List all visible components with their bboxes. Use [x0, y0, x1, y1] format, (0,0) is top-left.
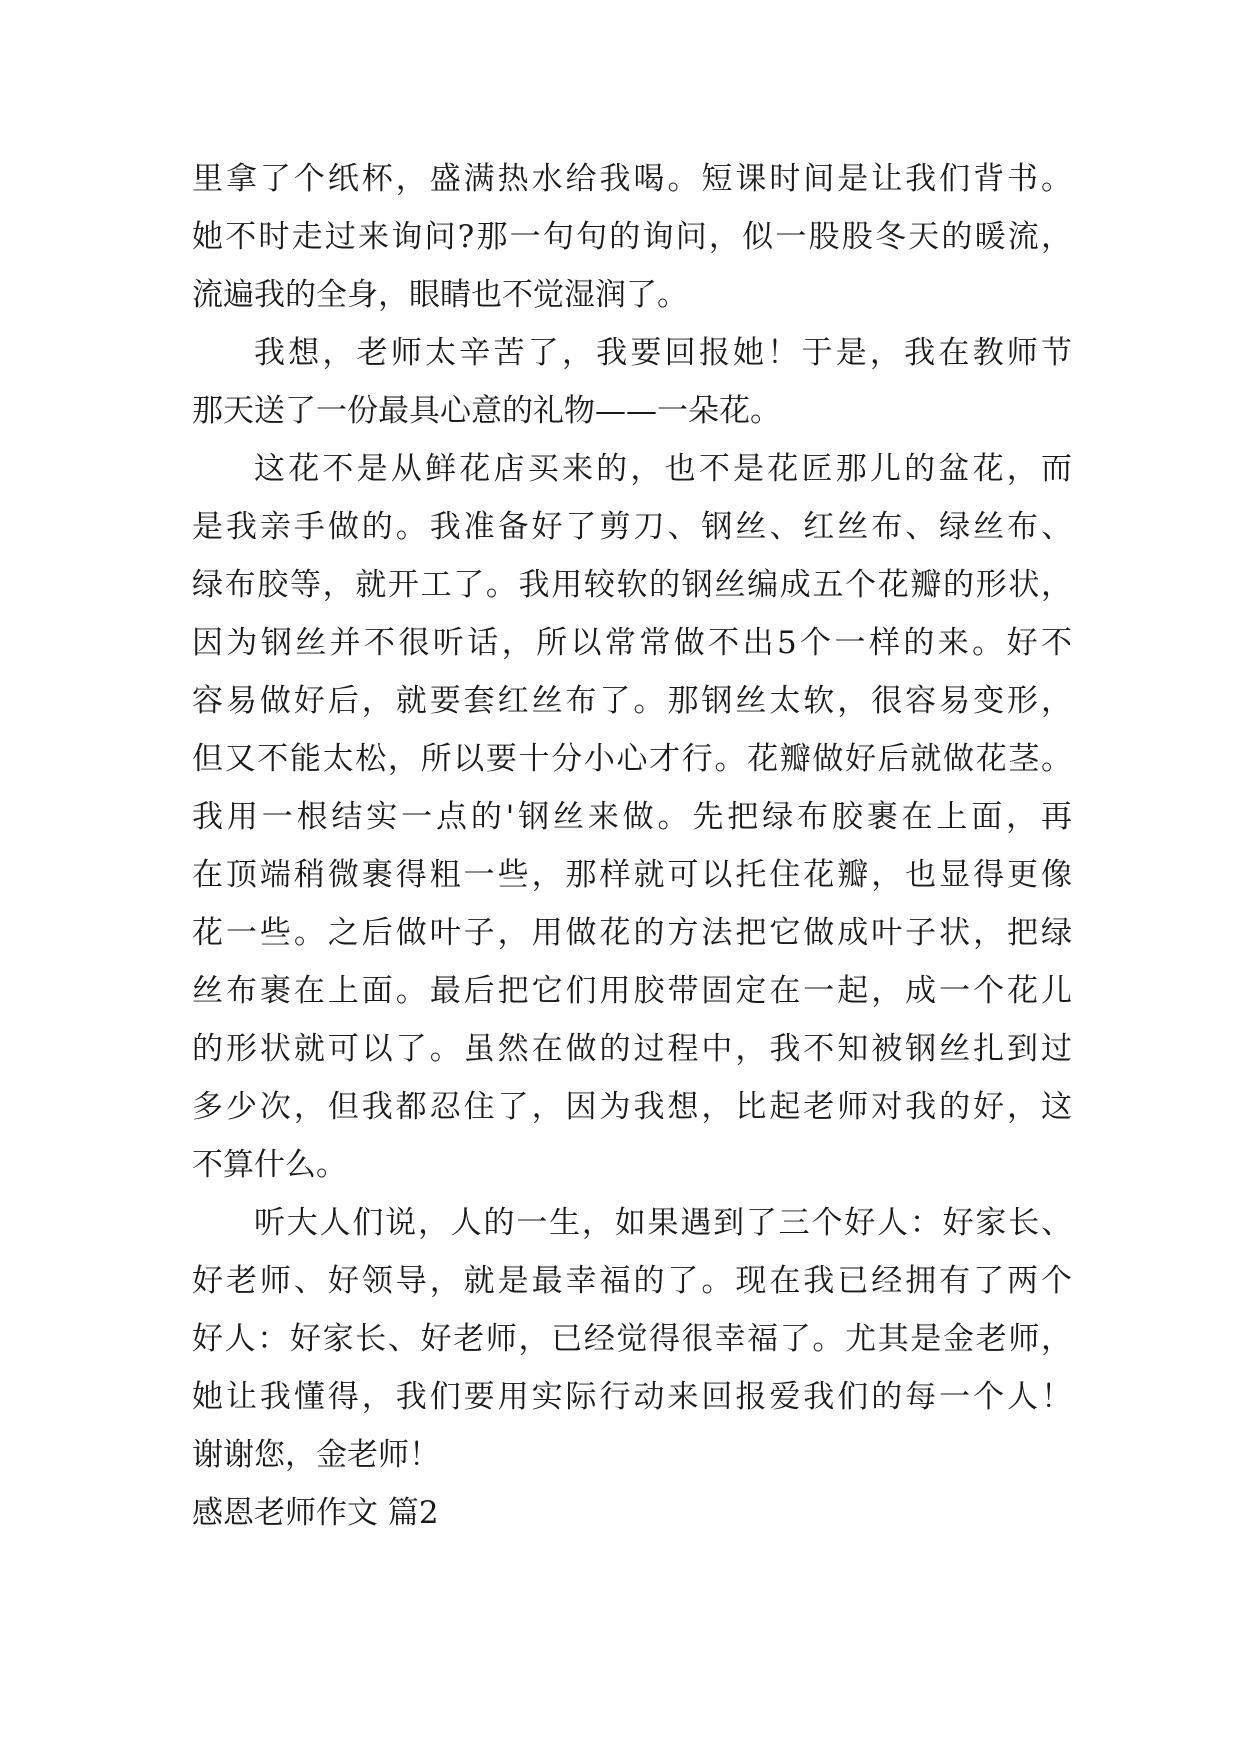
text-line: 但又不能太松，所以要十分小心才行。花瓣做好后就做花茎。	[192, 741, 1072, 777]
text-line: 绿布胶等，就开工了。我用较软的钢丝编成五个花瓣的形状，	[192, 567, 1072, 603]
text-line: 里拿了个纸杯，盛满热水给我喝。短课时间是让我们背书。	[192, 161, 1072, 197]
paragraph-continuation	[192, 150, 1072, 324]
text-line: 我用一根结实一点的'钢丝来做。先把绿布胶裹在上面，再	[192, 799, 1072, 835]
text-line: 在顶端稍微裹得粗一些，那样就可以托住花瓣，也显得更像	[192, 857, 1072, 893]
text-line: 花一些。之后做叶子，用做花的方法把它做成叶子状，把绿	[192, 915, 1072, 951]
text-line: 容易做好后，就要套红丝布了。那钢丝太软，很容易变形，	[192, 683, 1072, 719]
text-line: 谢谢您，金老师！	[192, 1437, 440, 1473]
document-body	[192, 150, 1072, 1542]
text-line: 好人：好家长、好老师，已经觉得很幸福了。尤其是金老师，	[192, 1321, 1072, 1357]
text-line: 的形状就可以了。虽然在做的过程中，我不知被钢丝扎到过	[192, 1031, 1072, 1067]
text-line: 这花不是从鲜花店买来的，也不是花匠那儿的盆花，而	[254, 451, 1072, 487]
text-line: 她让我懂得，我们要用实际行动来回报爱我们的每一个人！	[192, 1379, 1072, 1415]
text-line: 是我亲手做的。我准备好了剪刀、钢丝、红丝布、绿丝布、	[192, 509, 1072, 545]
text-line: 因为钢丝并不很听话，所以常常做不出5个一样的来。好不	[192, 625, 1072, 661]
section-heading: 感恩老师作文 篇2	[192, 1495, 439, 1531]
text-line: 听大人们说，人的一生，如果遇到了三个好人：好家长、	[254, 1205, 1072, 1241]
text-line: 流遍我的全身，眼睛也不觉湿润了。	[192, 277, 688, 313]
paragraph-making-flower	[192, 440, 1072, 1194]
paragraph-gratitude	[192, 1194, 1072, 1484]
text-line: 丝布裹在上面。最后把它们用胶带固定在一起，成一个花儿	[192, 973, 1072, 1009]
text-line: 多少次，但我都忍住了，因为我想，比起老师对我的好，这	[192, 1089, 1072, 1125]
text-line: 不算什么。	[192, 1147, 347, 1183]
text-line: 她不时走过来询问?那一句句的询问，似一股股冬天的暖流，	[192, 219, 1072, 255]
text-line: 好老师、好领导，就是最幸福的了。现在我已经拥有了两个	[192, 1263, 1072, 1299]
text-line: 那天送了一份最具心意的礼物——一朵花。	[192, 393, 781, 429]
paragraph-gift-intent	[192, 324, 1072, 440]
text-line: 我想，老师太辛苦了，我要回报她！于是，我在教师节	[254, 335, 1072, 371]
